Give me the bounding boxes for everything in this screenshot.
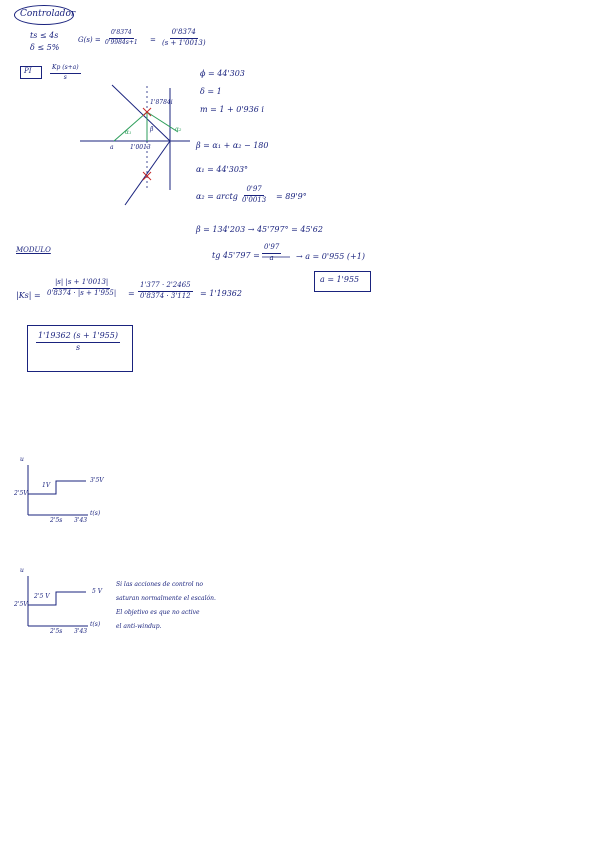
calc-beta-result: β = 134'203 → 45'797° = 45'62 (196, 225, 323, 234)
graph2-x-tick1: 2'5s (50, 628, 63, 635)
rl-label-alpha1: α₁ (125, 129, 132, 136)
calc-tg-rhs: → a = 0'955 (+1) (296, 252, 365, 261)
graph1-x-tick2: 3'43 (74, 517, 88, 524)
calc-tg-fraction: $\frac{0'97}{a}$ (264, 243, 280, 262)
ks-result: = 1'19362 (200, 289, 242, 298)
graph2-x-label: t(s) (90, 621, 101, 628)
rl-green-line-1 (114, 112, 147, 141)
graph1-y-tick: 2'5V (14, 490, 28, 497)
calc-alpha2-lhs: α₂ = arctg (196, 192, 238, 201)
ks-lhs: |Ks| = (16, 291, 41, 300)
ks-fraction-1: $\frac{|s| |s + 1'0013|}{0'8374 \cdot |s + 1'955|}$ (47, 278, 117, 297)
rl-label-beta: β (150, 126, 154, 133)
note-line-4: el anti-windup. (116, 623, 162, 630)
graph2-y-label: u (20, 567, 24, 574)
pi-transfer-function: $\frac{Kp (s+a)}{s}$ (52, 64, 79, 81)
graph2-final: 5 V (92, 588, 103, 595)
note-line-3: El objetivo es que no active (116, 609, 200, 616)
rl-label-pole: 1'0013 (130, 144, 151, 151)
calc-m: m = 1 + 0'936 i (200, 105, 264, 114)
plant-fraction-2: $\frac{0'8374}{(s + 1'0013)}$ (162, 28, 206, 47)
rl-label-a: a (110, 144, 114, 151)
pi-tag: PI (24, 67, 32, 75)
calc-alpha2-fraction: $\frac{0'97}{0'0013}$ (242, 185, 267, 204)
graph1-x-label: t(s) (90, 510, 101, 517)
graph2-jump: 2'5 V (34, 593, 50, 600)
graph1-jump: 1V (42, 482, 51, 489)
graph2-x-tick2: 3'43 (74, 628, 88, 635)
rl-damping-line-upper (112, 85, 170, 141)
plant-fraction-1: $\frac{0'8374}{0'9984s+1}$ (105, 29, 138, 46)
note-line-2: saturan normalmente el escalón. (116, 595, 216, 602)
rl-label-alpha2: α₂ (175, 126, 182, 133)
graph1-y-label: u (20, 456, 24, 463)
a-result: a = 1'955 (320, 275, 360, 284)
calc-alpha2-rhs: = 89'9° (276, 192, 307, 201)
calc-alpha1: α₁ = 44'303° (196, 165, 249, 174)
graph1-x-tick1: 2'5s (50, 517, 63, 524)
note-line-1: Si las acciones de control no (116, 581, 203, 588)
calc-tg-lhs: tg 45'797 = (212, 251, 260, 260)
controller-result: $\frac{1'19362 (s + 1'955)}{s}$ (38, 331, 118, 352)
ks-fraction-2: $\frac{1'377 \cdot 2'2465}{0'8374 \cdot 3'112}$ (140, 281, 191, 300)
page-title: Controlador (20, 9, 76, 19)
plant-lhs: G(s) = (78, 36, 101, 44)
graph1-step (28, 481, 86, 494)
calc-beta-eq: β = α₁ + α₂ − 180 (196, 141, 269, 150)
modulo-heading: MODULO (16, 246, 51, 254)
notes-page: Controlador ts ≤ 4s δ ≤ 5% G(s) = $\frac{0'8374}{0'9984s+1}$ = $\frac{0'8374}{(s + 1'0013)}$ PI $\frac{Kp (s+a)}{s}$ a 1'0013 1'8784i α₁ α₂ β ϕ = 44'303 δ = 1 m = 1 + 0'936 i β = α₁ + α₂ − 180 α₁ = 44'303° α₂ = arctg $\frac{0'97}{0'0013}$ = 89'9° β = 134'203 → 45'797° = 45'62 tg 45'797 = $\frac{0'97}{a}$ → a = 0'955 (+1) a = 1'955 MODULO |Ks| = $\frac{|s| |s + 1'0013|}{0'8374 \cdot |s + 1'955|}$ = $\frac{1'377 \cdot 2'2465}{0'8374 \cdot 3'112}$ = 1'19362 $\frac{1'19362 (s + 1'955)}{s}$ u 2'5V 1V 3'5V 2'5s 3'43 t(s) u 2'5V 2'5 V 5 V 2'5s 3'43 t(s) Si las acciones de control no saturan normalmente el escalón. El objetivo es que no active el anti-windup. (0, 0, 600, 848)
rl-label-imag: 1'8784i (150, 99, 173, 106)
calc-delta: δ = 1 (200, 87, 222, 96)
graph1-final: 3'5V (90, 477, 104, 484)
calc-phi: ϕ = 44'303 (200, 69, 245, 78)
spec-settling-time: ts ≤ 4s (30, 31, 59, 40)
graph2-y-tick: 2'5V (14, 601, 28, 608)
spec-overshoot: δ ≤ 5% (30, 43, 60, 52)
